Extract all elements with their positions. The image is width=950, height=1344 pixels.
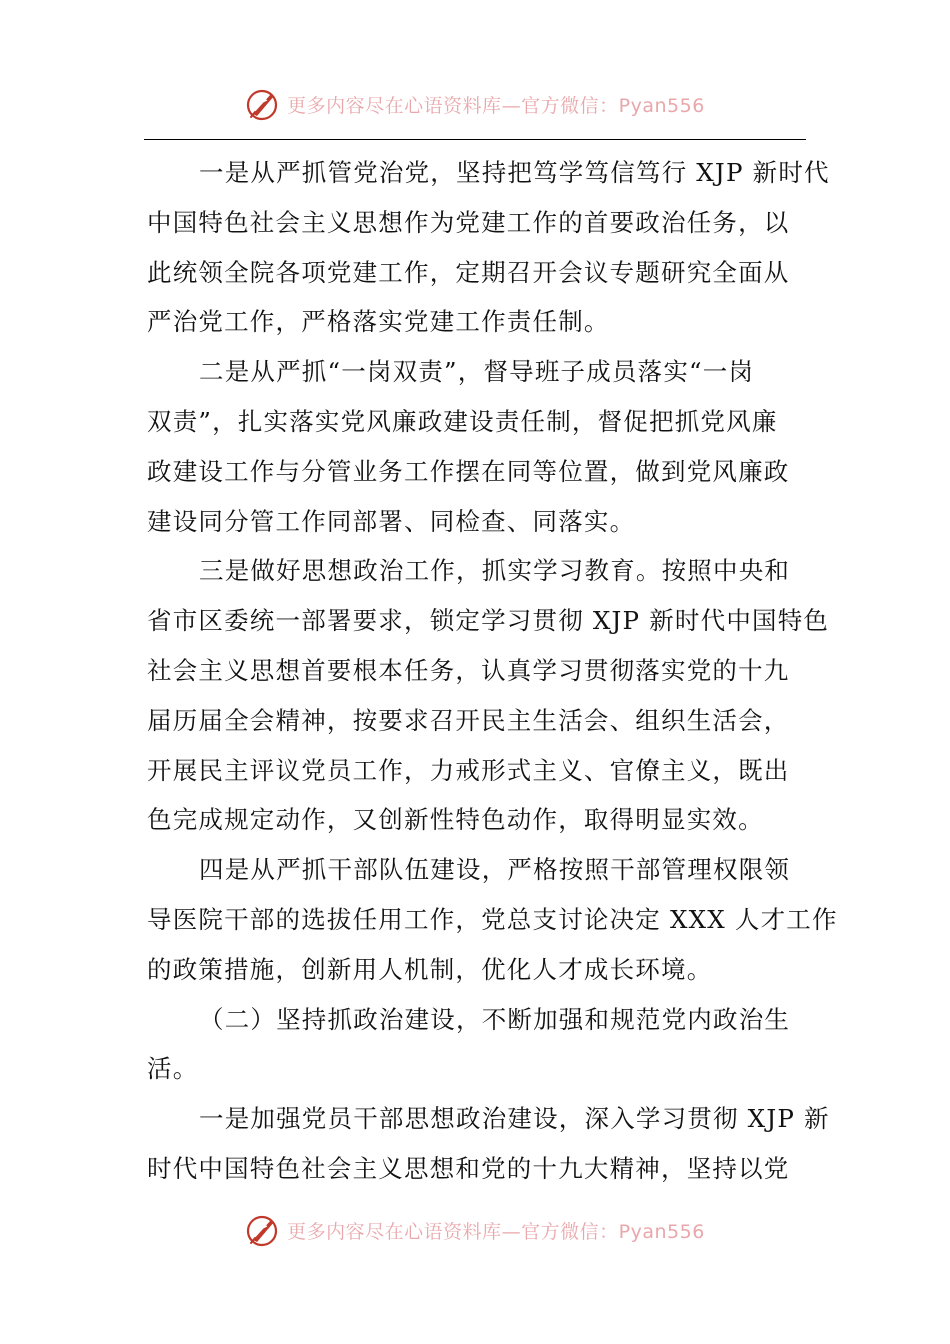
body-line: 中国特色社会主义思想作为党建工作的首要政治任务，以 [147, 207, 790, 237]
body-line: 的政策措施，创新用人机制，优化人才成长环境。 [147, 954, 713, 984]
footer-wechat-id: Pyan556 [618, 1220, 705, 1243]
quill-logo-icon [245, 86, 281, 122]
header-banner-text: 更多内容尽在心语资料库—官方微信：Pyan556 [287, 94, 705, 117]
quill-logo-icon [245, 1212, 281, 1248]
body-line: 色完成规定动作，又创新性特色动作，取得明显实效。 [147, 805, 764, 835]
body-line: 省市区委统一部署要求，锁定学习贯彻 XJP 新时代中国特色 [147, 606, 830, 636]
body-line: 三是做好思想政治工作，抓实学习教育。按照中央和 [199, 556, 791, 586]
section-heading-cont: 活。 [147, 1054, 199, 1084]
header-wechat-id: Pyan556 [618, 94, 705, 117]
body-line: 开展民主评议党员工作，力戒形式主义、官僚主义，既出 [147, 755, 790, 785]
body-line: 二是从严抓“一岗双责”，督导班子成员落实“一岗 [199, 357, 755, 387]
footer-banner-text: 更多内容尽在心语资料库—官方微信：Pyan556 [287, 1220, 705, 1243]
footer-banner [0, 1210, 950, 1250]
body-line: 双责”，扎实落实党风廉政建设责任制，督促把抓党风廉 [147, 406, 778, 436]
body-line: 政建设工作与分管业务工作摆在同等位置，做到党风廉政 [147, 456, 790, 486]
section-heading: （二）坚持抓政治建设，不断加强和规范党内政治生 [199, 1004, 791, 1034]
header-banner [0, 84, 950, 124]
header-rule [144, 139, 806, 140]
body-line: 时代中国特色社会主义思想和党的十九大精神，坚持以党 [147, 1153, 790, 1183]
document-body [147, 148, 838, 1194]
body-line: 社会主义思想首要根本任务，认真学习贯彻落实党的十九 [147, 655, 790, 685]
body-line: 严治党工作，严格落实党建工作责任制。 [147, 307, 610, 337]
body-line: 建设同分管工作同部署、同检查、同落实。 [147, 506, 636, 536]
body-line: 一是加强党员干部思想政治建设，深入学习贯彻 XJP 新 [199, 1104, 830, 1134]
body-line: 届历届全会精神，按要求召开民主生活会、组织生活会， [147, 705, 790, 735]
body-line: 一是从严抓管党治党，坚持把笃学笃信笃行 XJP 新时代 [199, 158, 830, 187]
body-line: 导医院干部的选拔任用工作，党总支讨论决定 XXX 人才工作 [147, 904, 838, 934]
body-line: 此统领全院各项党建工作，定期召开会议专题研究全面从 [147, 257, 790, 287]
body-line: 四是从严抓干部队伍建设，严格按照干部管理权限领 [199, 855, 791, 885]
